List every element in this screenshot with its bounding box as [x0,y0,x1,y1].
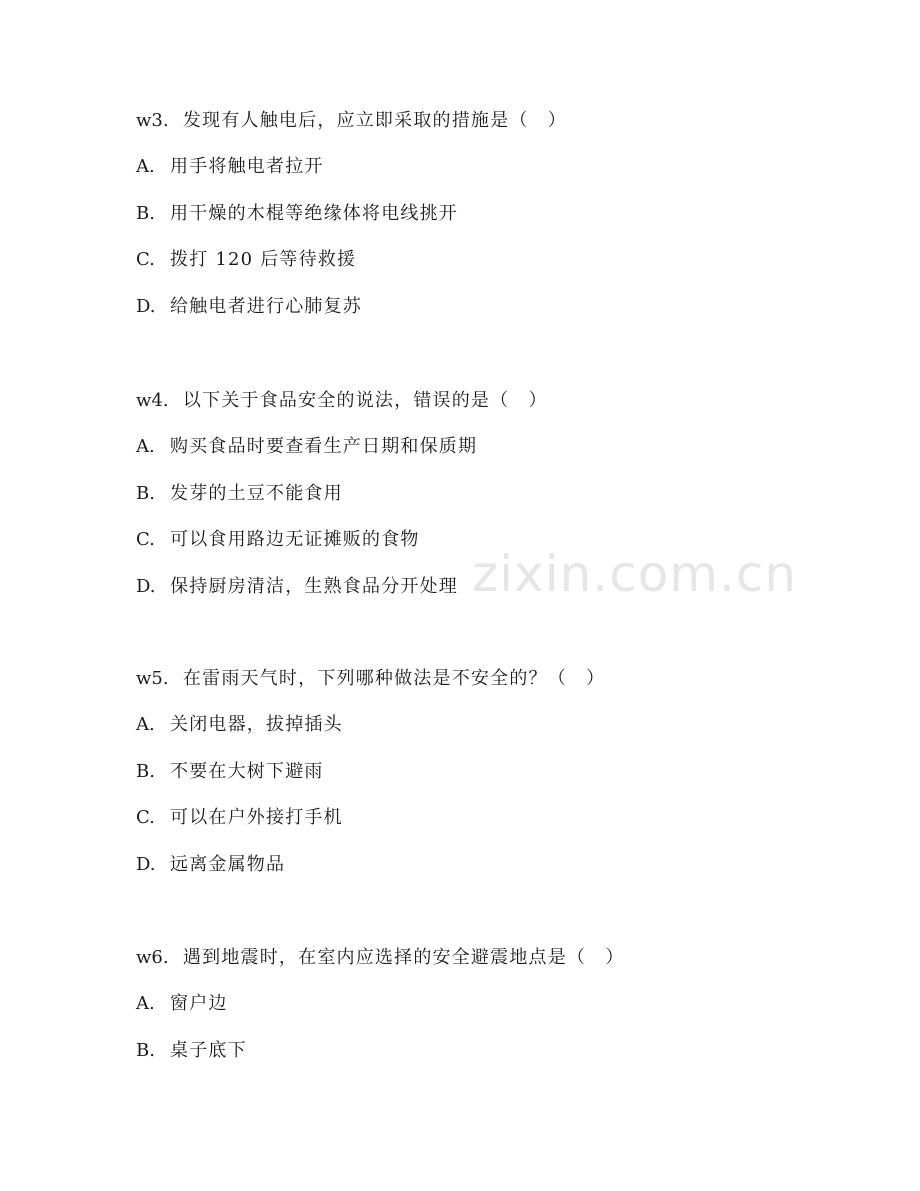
option-text: 用干燥的木棍等绝缘体将电线挑开 [170,202,458,224]
option-text: 用手将触电者拉开 [170,156,324,178]
option-label: C. [136,249,155,271]
option-label: A. [136,993,155,1015]
option-text: 桌子底下 [170,1039,247,1061]
question-stem [136,98,836,144]
question-stem [136,378,836,424]
option-text: 远离金属物品 [170,853,286,875]
option-d [136,842,836,888]
option-label: A. [136,436,155,458]
option-text: 拨打 120 后等待救援 [170,249,357,271]
question-number: w3. [136,110,169,131]
option-b [136,749,836,795]
option-text: 不要在大树下避雨 [170,760,324,782]
question-w6 [136,935,836,1074]
option-c [136,795,836,841]
option-text: 窗户边 [170,993,228,1015]
option-c [136,517,836,563]
option-b [136,191,836,237]
option-text: 关闭电器，拔掉插头 [170,714,343,736]
question-number: w4. [136,390,169,411]
option-label: B. [136,202,155,224]
option-d [136,564,836,610]
option-text: 可以在户外接打手机 [170,807,343,829]
option-b [136,1028,836,1074]
option-d [136,284,836,330]
question-w5 [136,656,836,888]
question-stem [136,656,836,702]
option-label: B. [136,1039,155,1061]
option-a [136,144,836,190]
question-w3 [136,98,836,330]
question-text: 在雷雨天气时，下列哪种做法是不安全的？（ ） [182,668,606,689]
option-c [136,237,836,283]
option-a [136,424,836,470]
option-a [136,702,836,748]
watermark: zixin.com.cn [472,545,798,603]
question-number: w5. [136,668,169,689]
option-label: D. [136,575,156,597]
question-w4 [136,378,836,610]
option-label: D. [136,853,156,875]
option-text: 购买食品时要查看生产日期和保质期 [170,436,478,458]
option-label: C. [136,529,155,551]
option-a [136,981,836,1027]
option-text: 发芽的土豆不能食用 [170,482,343,504]
question-number: w6. [136,947,169,968]
question-text: 以下关于食品安全的说法，错误的是（ ） [182,390,548,411]
question-text: 发现有人触电后，应立即采取的措施是（ ） [182,110,567,131]
option-label: C. [136,807,155,829]
option-label: B. [136,482,155,504]
option-text: 给触电者进行心肺复苏 [170,295,362,317]
option-text: 保持厨房清洁，生熟食品分开处理 [170,575,458,597]
question-text: 遇到地震时，在室内应选择的安全避震地点是（ ） [182,947,625,968]
option-label: A. [136,714,155,736]
option-label: D. [136,295,156,317]
option-b [136,471,836,517]
option-label: A. [136,156,155,178]
question-stem [136,935,836,981]
option-label: B. [136,760,155,782]
option-text: 可以食用路边无证摊贩的食物 [170,529,420,551]
